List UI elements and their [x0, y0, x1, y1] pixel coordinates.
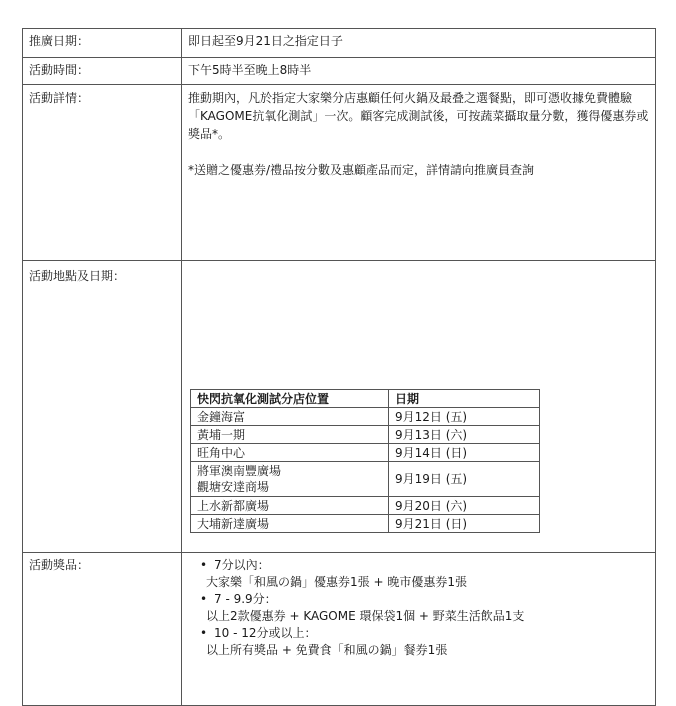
venue-schedule-table — [190, 389, 540, 533]
venue-date: 9月21日 (日) — [389, 515, 540, 533]
list-item — [188, 591, 649, 608]
row-event-time — [23, 58, 656, 85]
prizes-cell — [182, 553, 656, 706]
table-row — [191, 444, 540, 462]
venue-header-row — [191, 390, 540, 408]
prize-tier-list — [188, 557, 649, 574]
venue-date: 9月14日 (日) — [389, 444, 540, 462]
prize-tier-reward: 以上所有獎品 + 免費食「和風の鍋」餐券1張 — [206, 643, 448, 657]
table-row — [191, 408, 540, 426]
table-row — [191, 462, 540, 497]
row-venue — [23, 261, 656, 553]
venue-header-date: 日期 — [389, 390, 540, 408]
event-time-label: 活動時間： — [23, 58, 182, 85]
table-row — [191, 426, 540, 444]
event-details-cell — [182, 85, 656, 261]
bullet-icon: • — [200, 626, 208, 640]
venue-cell — [182, 261, 656, 553]
venue-location-line1: 將軍澳南豐廣場 — [197, 464, 282, 478]
list-item — [188, 625, 649, 642]
venue-location: 上水新都廣場 — [191, 497, 389, 515]
venue-date: 9月12日 (五) — [389, 408, 540, 426]
event-details-label: 活動詳情： — [23, 85, 182, 261]
prize-tier-reward: 以上2款優惠券 + KAGOME 環保袋1個 + 野菜生活飲品1支 — [206, 609, 525, 623]
venue-location-line2: 觀塘安達商場 — [197, 480, 270, 494]
event-details-note: *送贈之優惠券/禮品按分數及惠顧產品而定，詳情請向推廣員查詢 — [188, 163, 535, 177]
bullet-icon: • — [200, 558, 208, 572]
row-prizes — [23, 553, 656, 706]
venue-location — [191, 462, 389, 497]
prize-tier-range: 7分以內： — [214, 558, 270, 572]
event-time-value: 下午5時半至晚上8時半 — [182, 58, 656, 85]
venue-location: 金鐘海富 — [191, 408, 389, 426]
venue-header-location: 快閃抗氧化測試分店位置 — [191, 390, 389, 408]
venue-label: 活動地點及日期： — [23, 261, 182, 553]
venue-location: 旺角中心 — [191, 444, 389, 462]
row-promo-date — [23, 29, 656, 58]
event-details-paragraph: 推動期內，凡於指定大家樂分店惠顧任何火鍋及最叠之選餐點，即可憑收據免費體驗「KAGOME抗氧化測試」一次。顧客完成測試後，可按蔬菜攝取量分數，獲得優惠券或獎品*。 — [188, 91, 649, 141]
table-row — [191, 515, 540, 533]
prize-tier-range: 7 - 9.9分： — [214, 592, 277, 606]
table-row — [191, 497, 540, 515]
prize-tier-list — [188, 625, 649, 642]
prize-tier-list — [188, 591, 649, 608]
prize-tier-range: 10 - 12分或以上： — [214, 626, 317, 640]
list-item — [188, 557, 649, 574]
promo-date-label: 推廣日期： — [23, 29, 182, 58]
venue-date: 9月20日 (六) — [389, 497, 540, 515]
venue-location: 黃埔一期 — [191, 426, 389, 444]
promo-date-value: 即日起至9月21日之指定日子 — [182, 29, 656, 58]
venue-date: 9月19日 (五) — [389, 462, 540, 497]
row-event-details — [23, 85, 656, 261]
prize-tier-reward: 大家樂「和風の鍋」優惠券1張 + 晚市優惠券1張 — [206, 575, 467, 589]
venue-location: 大埔新達廣場 — [191, 515, 389, 533]
venue-date: 9月13日 (六) — [389, 426, 540, 444]
prizes-label: 活動獎品： — [23, 553, 182, 706]
bullet-icon: • — [200, 592, 208, 606]
promotion-info-table — [22, 28, 656, 706]
